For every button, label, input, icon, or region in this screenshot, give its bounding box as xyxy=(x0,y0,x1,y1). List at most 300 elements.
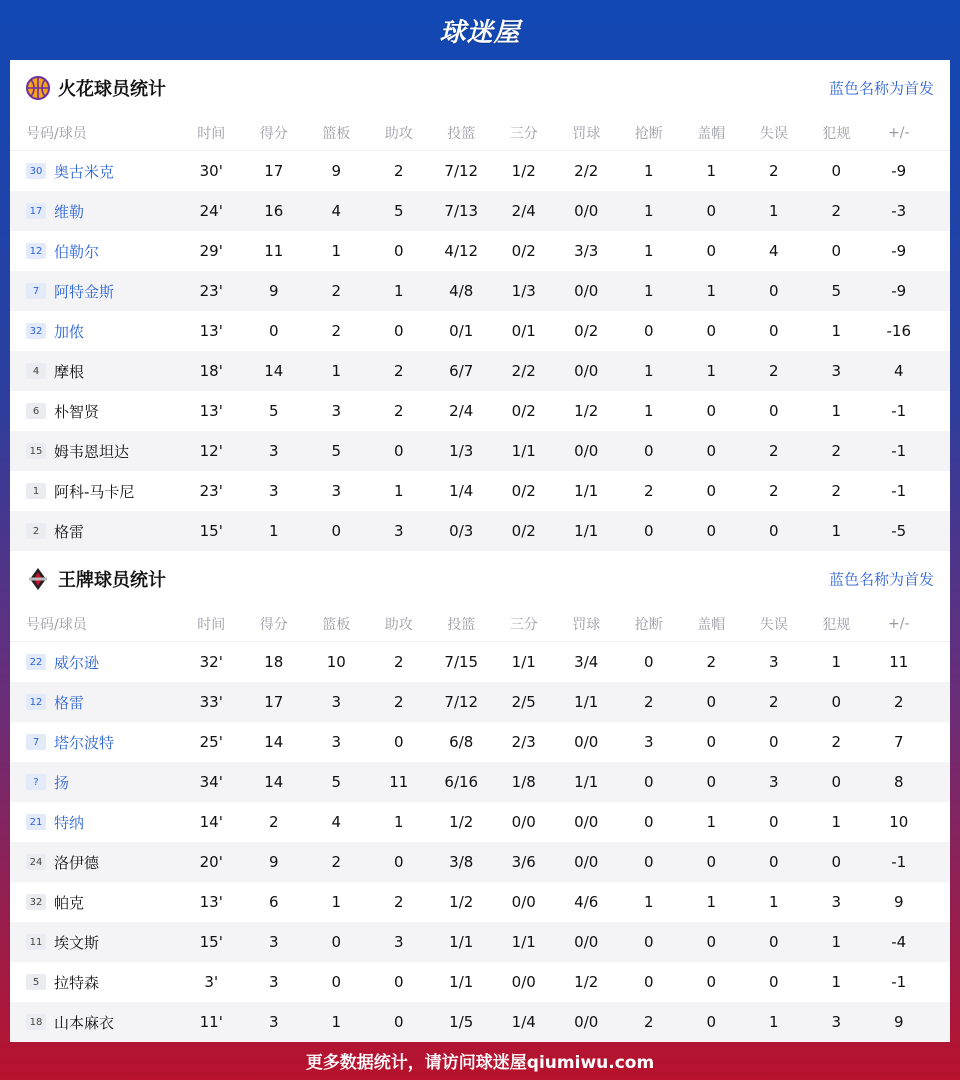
player-name[interactable]: 格雷 xyxy=(54,693,85,712)
player-cell xyxy=(10,361,180,382)
stat-cell: 4 xyxy=(331,813,342,831)
stat-cell: 3 xyxy=(831,893,842,911)
stat-cell: 2 xyxy=(393,893,404,911)
stat-cell: 17 xyxy=(264,162,284,180)
stat-cell: 5 xyxy=(268,402,279,420)
stat-cell: 0/0 xyxy=(574,933,599,951)
stat-cell: 9 xyxy=(893,893,904,911)
stat-cell: 6/8 xyxy=(449,733,474,751)
stat-cell: -1 xyxy=(891,442,907,460)
player-row[interactable] xyxy=(10,802,950,842)
stat-cell: 0 xyxy=(643,522,654,540)
stat-cell: 0/0 xyxy=(511,893,536,911)
jersey-number: 11 xyxy=(26,934,46,950)
stat-cell: 0/0 xyxy=(574,442,599,460)
player-cell xyxy=(10,441,180,462)
stat-cell: 1/1 xyxy=(449,933,474,951)
column-header: 犯规 xyxy=(822,126,851,142)
stat-cell: 2 xyxy=(831,202,842,220)
stat-cell: 9 xyxy=(268,853,279,871)
player-row[interactable] xyxy=(10,962,950,1002)
stat-cell: 3 xyxy=(331,482,342,500)
stat-cell: 2/2 xyxy=(574,162,599,180)
stat-cell: 2 xyxy=(768,693,779,711)
stat-cell: 2 xyxy=(331,282,342,300)
stat-cell: 1 xyxy=(706,813,717,831)
stat-cell: 5 xyxy=(331,442,342,460)
stat-cell: 1/2 xyxy=(449,813,474,831)
stat-cell: 7/15 xyxy=(444,653,479,671)
stat-cell: 17 xyxy=(264,693,284,711)
stat-cell: 3/3 xyxy=(574,242,599,260)
player-name[interactable]: 扬 xyxy=(54,773,70,792)
footer-banner[interactable] xyxy=(0,1040,960,1080)
stat-cell: 0/3 xyxy=(449,522,474,540)
stat-cell: 7/13 xyxy=(444,202,479,220)
column-header: 犯规 xyxy=(822,617,851,633)
player-name[interactable]: 伯勒尔 xyxy=(54,242,100,261)
jersey-number: 5 xyxy=(26,974,46,990)
stat-cell: 2 xyxy=(768,362,779,380)
stat-cell: -3 xyxy=(891,202,907,220)
stat-cell: 1/3 xyxy=(511,282,536,300)
player-row[interactable] xyxy=(10,722,950,762)
stat-cell: 0 xyxy=(643,322,654,340)
stat-cell: 16 xyxy=(264,202,284,220)
player-name[interactable]: 塔尔波特 xyxy=(54,733,115,752)
column-header: 号码/球员 xyxy=(26,617,87,633)
stat-cell: 14' xyxy=(199,813,223,831)
stat-cell: -1 xyxy=(891,402,907,420)
player-row[interactable] xyxy=(10,842,950,882)
stat-cell: 3 xyxy=(831,362,842,380)
stat-cell: -9 xyxy=(891,282,907,300)
column-header: 三分 xyxy=(509,617,538,633)
stat-cell: 1/2 xyxy=(511,162,536,180)
column-header: 失误 xyxy=(759,126,788,142)
player-row[interactable] xyxy=(10,351,950,391)
player-cell xyxy=(10,892,180,913)
stat-cell: 0 xyxy=(768,733,779,751)
team-header xyxy=(10,551,950,607)
stat-cell: 0 xyxy=(706,853,717,871)
player-cell xyxy=(10,652,180,673)
stat-cell: 1 xyxy=(393,482,404,500)
stat-cell: 8 xyxy=(893,773,904,791)
jersey-number: 6 xyxy=(26,403,46,419)
player-cell xyxy=(10,772,180,793)
jersey-number: ? xyxy=(26,774,46,790)
player-name[interactable]: 威尔逊 xyxy=(54,653,100,672)
stat-cell: 1 xyxy=(643,162,654,180)
stat-cell: 0 xyxy=(393,242,404,260)
stat-cell: 0 xyxy=(831,773,842,791)
stat-cell: 0/0 xyxy=(574,853,599,871)
jersey-number: 21 xyxy=(26,814,46,830)
table-header xyxy=(10,607,950,642)
player-name[interactable]: 洛伊德 xyxy=(54,853,100,872)
player-row[interactable] xyxy=(10,882,950,922)
stat-cell: 0/1 xyxy=(511,322,536,340)
jersey-number: 24 xyxy=(26,854,46,870)
stat-cell: 1 xyxy=(643,282,654,300)
stat-cell: 6/16 xyxy=(444,773,479,791)
footer-text: 更多数据统计，请访问球迷屋qiumiwu.com xyxy=(305,1052,655,1073)
stat-cell: 0 xyxy=(706,242,717,260)
stat-cell: 6/7 xyxy=(449,362,474,380)
stat-cell: 23' xyxy=(199,482,223,500)
player-cell xyxy=(10,852,180,873)
stat-cell: 0/2 xyxy=(511,522,536,540)
stat-cell: 2 xyxy=(643,693,654,711)
stat-cell: 0 xyxy=(393,853,404,871)
player-name[interactable]: 摩根 xyxy=(54,362,85,381)
stat-cell: -1 xyxy=(891,482,907,500)
stat-cell: 25' xyxy=(199,733,223,751)
app-header xyxy=(0,0,960,60)
column-header: 盖帽 xyxy=(697,126,726,142)
player-cell xyxy=(10,692,180,713)
player-row[interactable] xyxy=(10,431,950,471)
stat-cell: 1/1 xyxy=(574,482,599,500)
stat-cell: 0 xyxy=(768,933,779,951)
stat-cell: 15' xyxy=(199,933,223,951)
stat-cell: 1 xyxy=(393,282,404,300)
stat-cell: 1 xyxy=(331,893,342,911)
stat-cell: 1/8 xyxy=(511,773,536,791)
stat-cell: 0 xyxy=(331,973,342,991)
stat-cell: 0 xyxy=(643,933,654,951)
stat-cell: 1 xyxy=(706,893,717,911)
stats-card xyxy=(10,60,950,1040)
stat-cell: 0/2 xyxy=(574,322,599,340)
stat-cell: 1 xyxy=(643,893,654,911)
stat-cell: 0/0 xyxy=(574,282,599,300)
stat-cell: 1/4 xyxy=(511,1013,536,1031)
stat-cell: 7/12 xyxy=(444,693,479,711)
stat-cell: -16 xyxy=(886,322,911,340)
stat-cell: 0 xyxy=(768,322,779,340)
stat-cell: 1 xyxy=(643,242,654,260)
player-name[interactable]: 维勒 xyxy=(54,202,85,221)
stat-cell: 0/1 xyxy=(449,322,474,340)
stat-cell: 18 xyxy=(264,653,284,671)
player-row[interactable] xyxy=(10,471,950,511)
player-row[interactable] xyxy=(10,762,950,802)
stat-cell: 1/4 xyxy=(449,482,474,500)
stat-cell: 1 xyxy=(831,813,842,831)
stat-cell: 11 xyxy=(264,242,284,260)
stat-cell: -9 xyxy=(891,242,907,260)
stat-cell: 0 xyxy=(393,322,404,340)
stat-cell: 34' xyxy=(199,773,223,791)
stat-cell: 1/1 xyxy=(574,522,599,540)
player-row[interactable] xyxy=(10,922,950,962)
stat-cell: 0 xyxy=(393,442,404,460)
column-header: 盖帽 xyxy=(697,617,726,633)
player-row[interactable] xyxy=(10,391,950,431)
stat-cell: 2 xyxy=(393,693,404,711)
player-cell xyxy=(10,481,180,502)
stat-cell: 10 xyxy=(326,653,346,671)
stat-cell: 1 xyxy=(706,162,717,180)
player-row[interactable] xyxy=(10,511,950,551)
stat-cell: 3/6 xyxy=(511,853,536,871)
stat-cell: 1 xyxy=(706,282,717,300)
stat-cell: 1 xyxy=(768,1013,779,1031)
stat-cell: 13' xyxy=(199,402,223,420)
jersey-number: 17 xyxy=(26,203,46,219)
basketball-icon xyxy=(26,76,50,100)
stat-cell: 1/2 xyxy=(574,402,599,420)
column-header: 篮板 xyxy=(322,617,351,633)
stat-cell: -5 xyxy=(891,522,907,540)
stat-cell: 14 xyxy=(264,773,284,791)
stat-cell: 24' xyxy=(199,202,223,220)
stat-cell: 3 xyxy=(393,933,404,951)
stat-cell: 2 xyxy=(768,442,779,460)
stat-cell: 0 xyxy=(643,973,654,991)
stat-cell: 0 xyxy=(643,853,654,871)
stat-cell: 0 xyxy=(268,322,279,340)
column-header: 得分 xyxy=(259,126,288,142)
stat-cell: 0 xyxy=(831,162,842,180)
stat-cell: 1 xyxy=(768,202,779,220)
stat-cell: 0 xyxy=(643,442,654,460)
stat-cell: 0/0 xyxy=(511,813,536,831)
stat-cell: 0 xyxy=(706,933,717,951)
stat-cell: 2 xyxy=(831,733,842,751)
stat-cell: 0/0 xyxy=(511,973,536,991)
stat-cell: 18' xyxy=(199,362,223,380)
player-row[interactable] xyxy=(10,311,950,351)
stat-cell: 0 xyxy=(768,853,779,871)
stat-cell: 1/2 xyxy=(449,893,474,911)
stat-cell: 0 xyxy=(768,522,779,540)
player-row[interactable] xyxy=(10,642,950,682)
stat-cell: 1 xyxy=(331,362,342,380)
stat-cell: 2 xyxy=(393,362,404,380)
column-header: 投篮 xyxy=(447,617,476,633)
jersey-number: 32 xyxy=(26,894,46,910)
stat-cell: 3 xyxy=(268,1013,279,1031)
stat-cell: 7/12 xyxy=(444,162,479,180)
stat-cell: -9 xyxy=(891,162,907,180)
stat-cell: 1/1 xyxy=(511,442,536,460)
stat-cell: 1/1 xyxy=(511,653,536,671)
stat-cell: 0 xyxy=(768,282,779,300)
stat-cell: 0 xyxy=(331,933,342,951)
starter-legend: 蓝色名称为首发 xyxy=(828,79,934,98)
jersey-number: 7 xyxy=(26,734,46,750)
stat-cell: 3 xyxy=(268,933,279,951)
stat-cell: 4 xyxy=(893,362,904,380)
stat-cell: 0 xyxy=(643,653,654,671)
stat-cell: 23' xyxy=(199,282,223,300)
stat-cell: 2 xyxy=(831,482,842,500)
player-name[interactable]: 加侬 xyxy=(54,322,85,341)
player-cell xyxy=(10,401,180,422)
stat-cell: 2/2 xyxy=(511,362,536,380)
column-header: 罚球 xyxy=(572,126,601,142)
player-name[interactable]: 埃文斯 xyxy=(54,933,100,952)
stat-cell: 3 xyxy=(331,693,342,711)
stat-cell: 3 xyxy=(643,733,654,751)
stat-cell: 20' xyxy=(199,853,223,871)
column-header: 投篮 xyxy=(447,126,476,142)
stat-cell: 0 xyxy=(706,482,717,500)
stat-cell: 2 xyxy=(831,442,842,460)
stat-cell: 0 xyxy=(643,813,654,831)
stat-cell: 1/3 xyxy=(449,442,474,460)
stat-cell: 0 xyxy=(331,522,342,540)
stat-cell: 4/8 xyxy=(449,282,474,300)
jersey-number: 30 xyxy=(26,163,46,179)
stat-cell: 0/2 xyxy=(511,482,536,500)
stat-cell: 5 xyxy=(393,202,404,220)
stat-cell: 0 xyxy=(706,402,717,420)
stat-cell: 0 xyxy=(831,242,842,260)
stat-cell: 1 xyxy=(768,893,779,911)
player-cell xyxy=(10,972,180,993)
player-row[interactable] xyxy=(10,231,950,271)
stat-cell: 32' xyxy=(199,653,223,671)
column-header: 得分 xyxy=(259,617,288,633)
player-row[interactable] xyxy=(10,271,950,311)
player-row[interactable] xyxy=(10,1002,950,1042)
stat-cell: 1/1 xyxy=(449,973,474,991)
player-name[interactable]: 帕克 xyxy=(54,893,85,912)
stat-cell: 12' xyxy=(199,442,223,460)
jersey-number: 1 xyxy=(26,483,46,499)
player-row[interactable] xyxy=(10,191,950,231)
column-header: 篮板 xyxy=(322,126,351,142)
stat-cell: 7 xyxy=(893,733,904,751)
column-header: 号码/球员 xyxy=(26,126,87,142)
stat-cell: 0/0 xyxy=(574,813,599,831)
stat-cell: 1 xyxy=(831,402,842,420)
jersey-number: 22 xyxy=(26,654,46,670)
column-header: 失误 xyxy=(759,617,788,633)
starter-legend: 蓝色名称为首发 xyxy=(828,570,934,589)
stat-cell: 4 xyxy=(768,242,779,260)
column-header: +/- xyxy=(888,125,910,141)
stat-cell: 0 xyxy=(831,693,842,711)
stat-cell: 0 xyxy=(831,853,842,871)
stat-cell: 0 xyxy=(768,813,779,831)
stat-cell: 2 xyxy=(643,1013,654,1031)
player-name[interactable]: 阿科-马卡尼 xyxy=(54,482,135,501)
stat-cell: 0/2 xyxy=(511,402,536,420)
stat-cell: 1/1 xyxy=(511,933,536,951)
stat-cell: -4 xyxy=(891,933,907,951)
stat-cell: 11 xyxy=(389,773,409,791)
stat-cell: 3 xyxy=(268,442,279,460)
jersey-number: 12 xyxy=(26,694,46,710)
stat-cell: 2/4 xyxy=(511,202,536,220)
column-header: 助攻 xyxy=(384,126,413,142)
player-cell xyxy=(10,321,180,342)
jersey-number: 7 xyxy=(26,283,46,299)
player-name[interactable]: 拉特森 xyxy=(54,973,100,992)
player-cell xyxy=(10,732,180,753)
stat-cell: 3 xyxy=(831,1013,842,1031)
column-header: 时间 xyxy=(197,617,226,633)
player-name[interactable]: 朴智贤 xyxy=(54,402,100,421)
stat-cell: 1/1 xyxy=(574,773,599,791)
column-header: 时间 xyxy=(197,126,226,142)
stat-cell: 4/12 xyxy=(444,242,479,260)
stat-cell: 0 xyxy=(706,322,717,340)
player-name[interactable]: 山本麻衣 xyxy=(54,1013,115,1032)
stat-cell: 3 xyxy=(268,482,279,500)
stat-cell: 0 xyxy=(643,773,654,791)
stat-cell: 1 xyxy=(831,973,842,991)
stat-cell: 3/8 xyxy=(449,853,474,871)
stat-cell: 3 xyxy=(268,973,279,991)
stat-cell: 2/5 xyxy=(511,693,536,711)
stat-cell: 4 xyxy=(331,202,342,220)
player-cell xyxy=(10,281,180,302)
jersey-number: 15 xyxy=(26,443,46,459)
stat-cell: 1 xyxy=(643,362,654,380)
stat-cell: 1/1 xyxy=(574,693,599,711)
stat-cell: 2 xyxy=(331,322,342,340)
player-name[interactable]: 格雷 xyxy=(54,522,85,541)
stat-cell: 1 xyxy=(831,933,842,951)
player-name[interactable]: 阿特金斯 xyxy=(54,282,115,301)
stat-cell: 2/4 xyxy=(449,402,474,420)
player-cell xyxy=(10,161,180,182)
team-sections xyxy=(10,60,950,1042)
stat-cell: 0 xyxy=(706,693,717,711)
jersey-number: 18 xyxy=(26,1014,46,1030)
stat-cell: 14 xyxy=(264,362,284,380)
stat-cell: 0/0 xyxy=(574,202,599,220)
stat-cell: 3' xyxy=(204,973,219,991)
stat-cell: 0/0 xyxy=(574,733,599,751)
stat-cell: 0 xyxy=(706,773,717,791)
stat-cell: 1 xyxy=(643,202,654,220)
player-row[interactable] xyxy=(10,151,950,191)
stat-cell: 33' xyxy=(199,693,223,711)
stat-cell: 1 xyxy=(268,522,279,540)
stat-cell: 0 xyxy=(768,402,779,420)
stat-cell: 13' xyxy=(199,893,223,911)
stat-cell: 11 xyxy=(889,653,909,671)
stat-cell: -1 xyxy=(891,973,907,991)
stat-cell: 0/0 xyxy=(574,1013,599,1031)
stat-cell: 15' xyxy=(199,522,223,540)
player-name[interactable]: 姆韦恩坦达 xyxy=(54,442,130,461)
aces-logo-icon xyxy=(26,567,50,591)
jersey-number: 2 xyxy=(26,523,46,539)
stat-cell: 11' xyxy=(199,1013,223,1031)
stat-cell: 0 xyxy=(706,442,717,460)
player-name[interactable]: 奥古米克 xyxy=(54,162,115,181)
stat-cell: 0/2 xyxy=(511,242,536,260)
stat-cell: 3 xyxy=(768,653,779,671)
stat-cell: 1 xyxy=(831,522,842,540)
site-logo: 球迷屋 xyxy=(439,17,521,48)
player-row[interactable] xyxy=(10,682,950,722)
stat-cell: 1 xyxy=(706,362,717,380)
stat-cell: 2 xyxy=(393,162,404,180)
stat-cell: 1/5 xyxy=(449,1013,474,1031)
stat-cell: 0 xyxy=(393,973,404,991)
player-name[interactable]: 特纳 xyxy=(54,813,85,832)
stat-cell: 1 xyxy=(643,402,654,420)
